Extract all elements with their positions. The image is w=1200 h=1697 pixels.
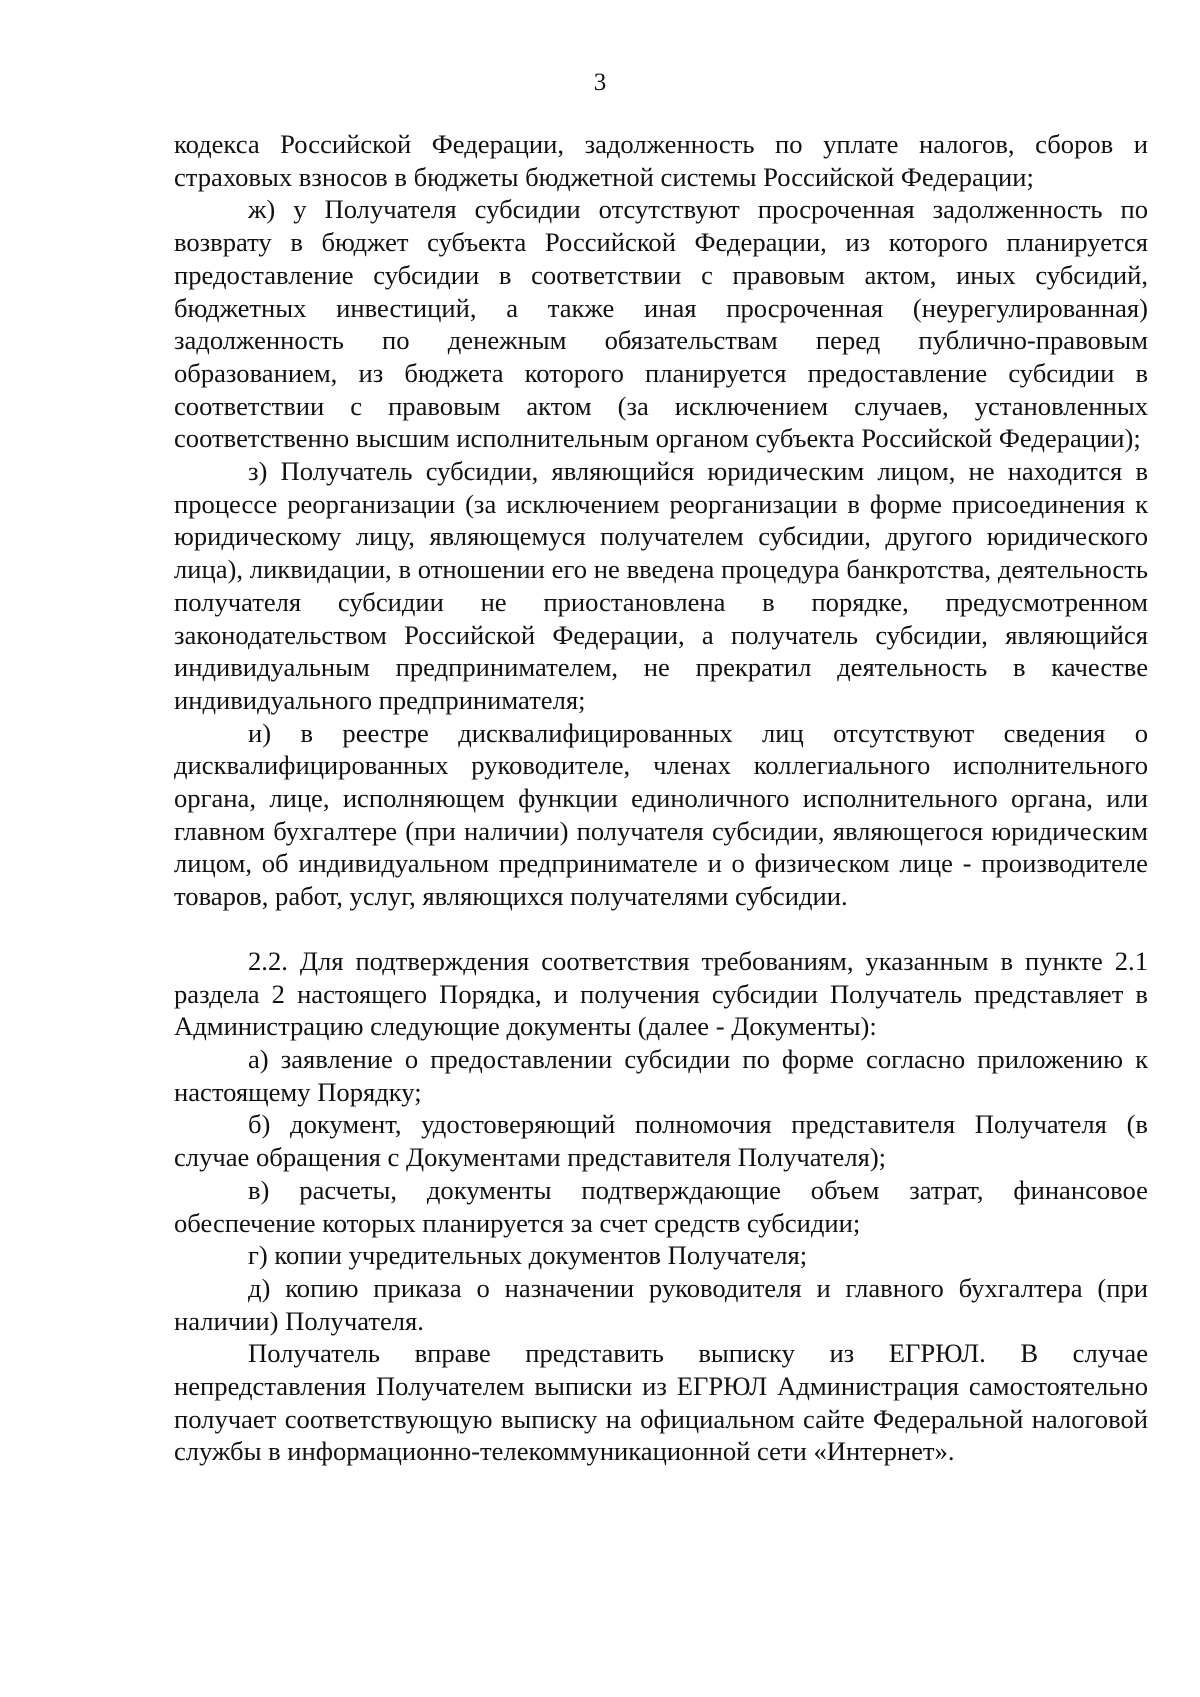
paragraph-continuation: кодекса Российской Федерации, задолженность по уплате налогов, сборов и страховых взносов в бюджеты бюджетной системы Российской Федерации; <box>174 129 1148 192</box>
paragraph-section-2-2: 2.2. Для подтверждения соответствия требованиям, указанным в пункте 2.1 раздела 2 настоящего Порядка, и получения субсидии Получатель представляет в Администрацию следующие документы (далее - Документы): <box>174 945 1148 1042</box>
paragraph-item-g: г) копии учредительных документов Получателя; <box>248 1240 808 1271</box>
section-spacer <box>174 913 1148 945</box>
paragraph-item-z: з) Получатель субсидии, являющийся юридическим лицом, не находится в процессе реорганизации (за исключением реорганизации в форме присоединения к юридическому лицу, являющемуся получателем субсидии, другого юридического лица), ликвидации, в отношении его не введена процедура банкротства, деятельность получателя субсидии не приостановлена в порядке, предусмотренном законодательством Российской Федерации, а получатель субсидии, являющийся индивидуальным предпринимателем, не прекратил деятельность в качестве индивидуального предпринимателя; <box>174 456 1148 715</box>
page-number: 3 <box>593 69 607 96</box>
paragraph-item-zh: ж) у Получателя субсидии отсутствуют просроченная задолженность по возврату в бюджет субъекта Российской Федерации, из которого планируется предоставление субсидии в соответствии с правовым актом, иных субсидий, бюджетных инвестиций, а также иная просроченная (неурегулированная) задолженность по денежным обязательствам перед публично-правовым образованием, из бюджета которого планируется предоставление субсидии в соответствии с правовым актом (за исключением случаев, установленных соответственно высшим исполнительным органом субъекта Российской Федерации); <box>174 194 1148 454</box>
paragraph-egrul: Получатель вправе представить выписку из ЕГРЮЛ. В случае непредставления Получателем выписки из ЕГРЮЛ Администрация самостоятельно получает соответствующую выписку на официальном сайте Федеральной налоговой службы в информационно-телекоммуникационной сети «Интернет». <box>174 1338 1148 1467</box>
paragraph-item-d: д) копию приказа о назначении руководителя и главного бухгалтера (при наличии) Получателя. <box>174 1272 1148 1336</box>
paragraph-item-i: и) в реестре дисквалифицированных лиц отсутствуют сведения о дисквалифицированных руководителе, членах коллегиального исполнительного органа, лице, исполняющем функции единоличного исполнительного органа, или главном бухгалтере (при наличии) получателя субсидии, являющегося юридическим лицом, об индивидуальном предпринимателе и о физическом лице - производителе товаров, работ, услуг, являющихся получателями субсидии. <box>174 717 1148 912</box>
paragraph-item-a: а) заявление о предоставлении субсидии по форме согласно приложению к настоящему Порядку; <box>174 1043 1148 1107</box>
document-body <box>174 128 1148 1468</box>
paragraph-item-v: в) расчеты, документы подтверждающие объем затрат, финансовое обеспечение которых планируется за счет средств субсидии; <box>174 1174 1148 1238</box>
paragraph-item-b: б) документ, удостоверяющий полномочия представителя Получателя (в случае обращения с Документами представителя Получателя); <box>174 1109 1148 1173</box>
